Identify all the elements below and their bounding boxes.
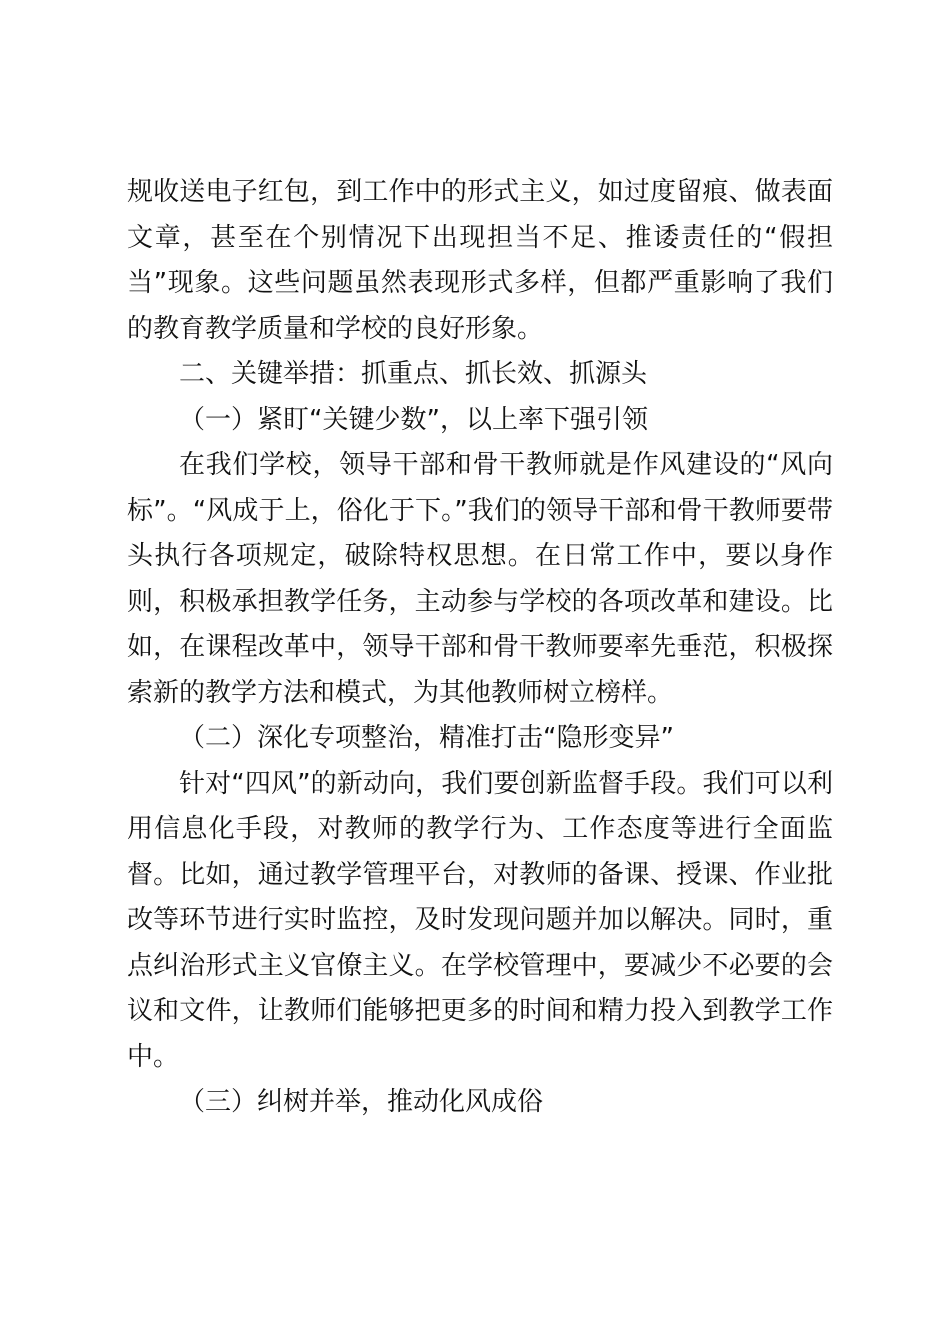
section-heading: 二、关键举措：抓重点、抓长效、抓源头 (179, 359, 648, 389)
subsection-heading: （一）紧盯“关键少数”，以上率下强引领 (179, 404, 648, 435)
body-paragraph: 在我们学校，领导干部和骨干教师就是作风建设的“风向标”。“风成于上，俗化于下。”我们的领导干部和骨干教师要带头执行各项规定，破除特权思想。在日常工作中，要以身作则，积极承担教学任务，主动参与学校的各项改革和建设。比如，在课程改革中，领导干部和骨干教师要率先垂范，积极探索新的教学方法和模式，为其他教师树立榜样。 (127, 450, 833, 708)
body-paragraph: 规收送电子红包，到工作中的形式主义，如过度留痕、做表面文章，甚至在个别情况下出现担当不足、推诿责任的“假担当”现象。这些问题虽然表现形式多样，但都严重影响了我们的教育教学质量和学校的良好形象。 (127, 177, 833, 344)
subsection-heading: （二）深化专项整治，精准打击“隐形变异” (179, 723, 674, 753)
subsection-heading: （三）纠树并举，推动化风成俗 (179, 1087, 544, 1117)
body-paragraph: 针对“四风”的新动向，我们要创新监督手段。我们可以利用信息化手段，对教师的教学行为、工作态度等进行全面监督。比如，通过教学管理平台，对教师的备课、授课、作业批改等环节进行实时监控，及时发现问题并加以解决。同时，重点纠治形式主义官僚主义。在学校管理中，要减少不必要的会议和文件，让教师们能够把更多的时间和精力投入到教学工作中。 (127, 768, 833, 1072)
document-body (127, 170, 833, 1126)
